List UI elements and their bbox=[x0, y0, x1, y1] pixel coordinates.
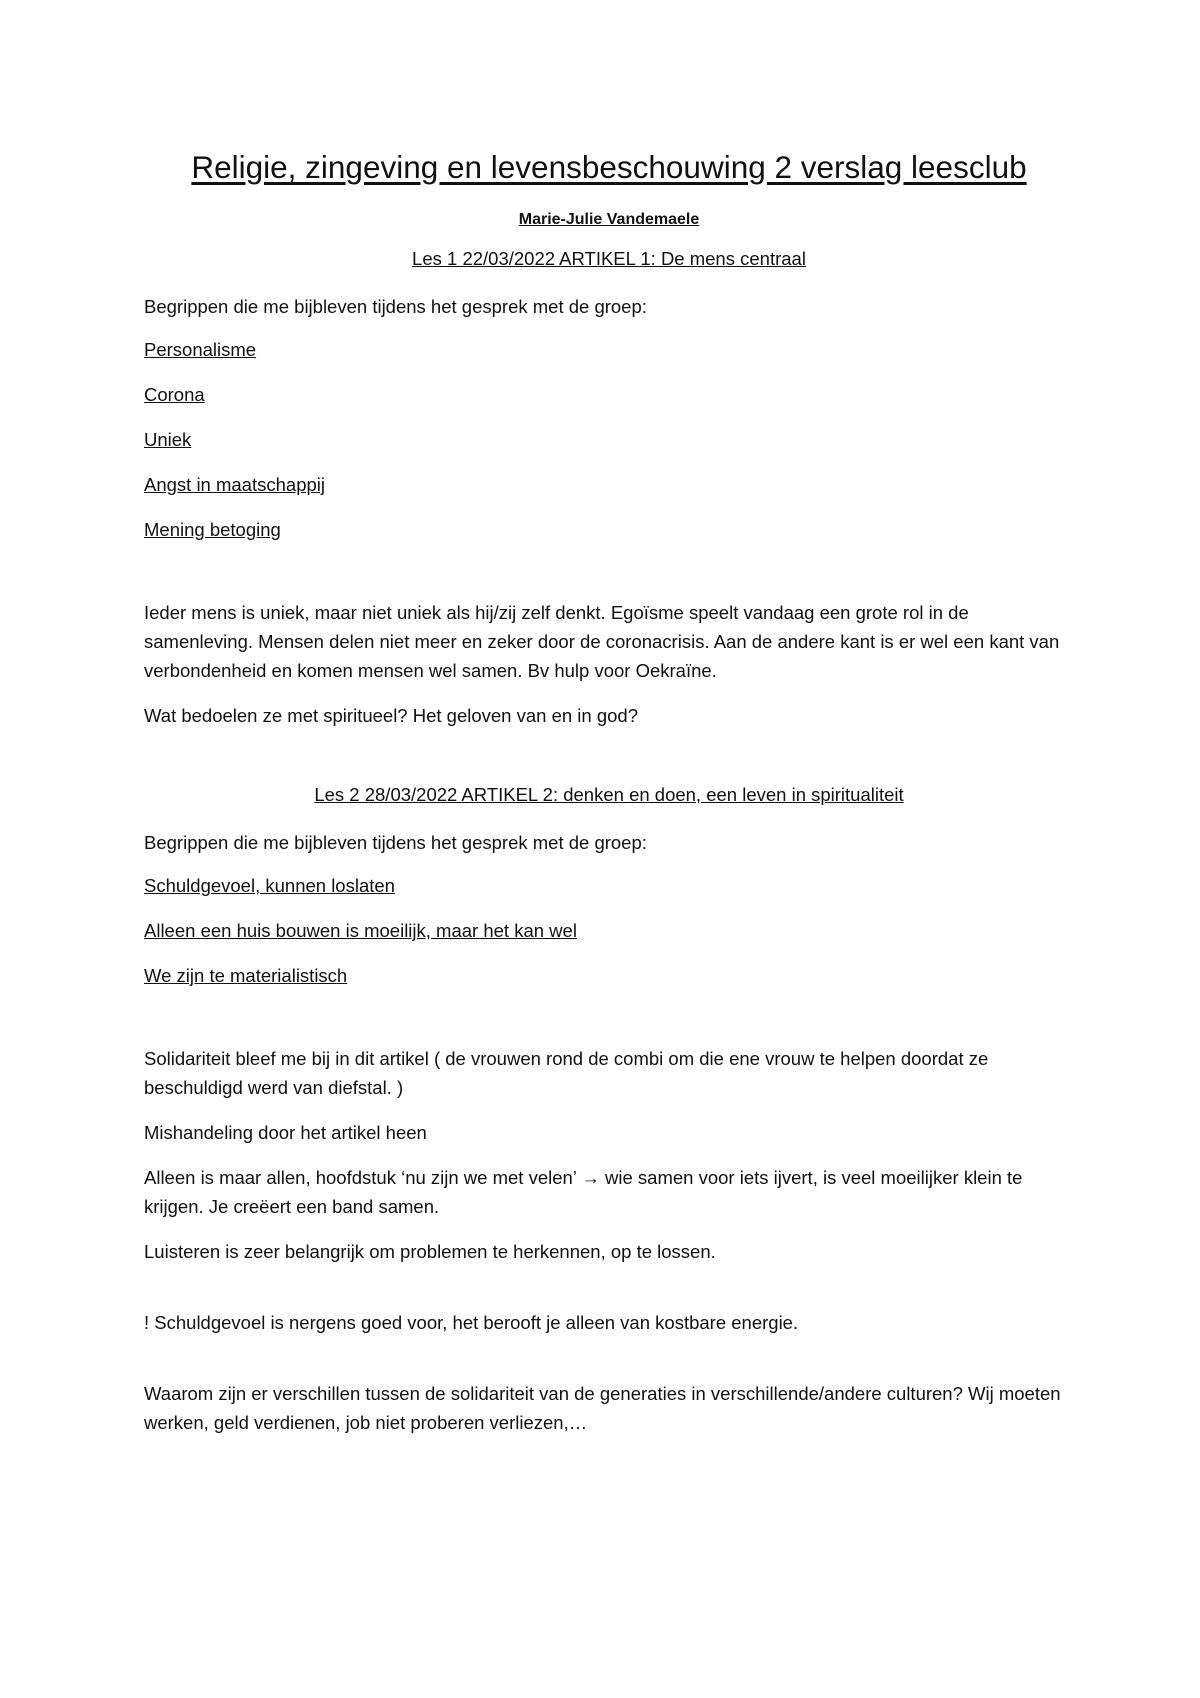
lesson-2-term: We zijn te materialistisch bbox=[144, 965, 348, 986]
lesson-1-paragraph: Ieder mens is uniek, maar niet uniek als hij/zij zelf denkt. Egoïsme speelt vandaag een grote rol in de samenleving. Mensen delen niet meer en zeker door de coronacrisis. Aan de andere kant is er wel een kant van verbondenheid en komen mensen wel samen. Bv hulp voor Oekraïne. bbox=[144, 602, 1060, 681]
lesson-2-term: Schuldgevoel, kunnen loslaten bbox=[144, 875, 395, 896]
lesson-2-paragraph bbox=[144, 1163, 1074, 1221]
lesson-2-paragraph: Luisteren is zeer belangrijk om problemen te herkennen, op te lossen. bbox=[144, 1241, 716, 1262]
lesson-2-heading: Les 2 28/03/2022 ARTIKEL 2: denken en doen, een leven in spiritualiteit bbox=[314, 784, 904, 805]
lesson-1-term: Personalisme bbox=[144, 339, 257, 360]
lesson-1-term: Mening betoging bbox=[144, 519, 281, 540]
lesson-1-paragraph: Wat bedoelen ze met spiritueel? Het geloven van en in god? bbox=[144, 705, 638, 726]
lesson-2-term: Alleen een huis bouwen is moeilijk, maar het kan wel bbox=[144, 920, 577, 941]
document-content bbox=[144, 148, 1074, 1453]
paragraph-text: Alleen is maar allen, hoofdstuk ‘nu zijn we met velen’ bbox=[144, 1167, 577, 1188]
lesson-2-paragraph: ! Schuldgevoel is nergens goed voor, het berooft je alleen van kostbare energie. bbox=[144, 1312, 799, 1333]
document-author: Marie-Julie Vandemaele bbox=[518, 211, 700, 228]
lesson-2-paragraph: Waarom zijn er verschillen tussen de solidariteit van de generaties in verschillende/andere culturen? Wij moeten werken, geld verdienen, job niet proberen verliezen,… bbox=[144, 1383, 1061, 1433]
lesson-2-paragraph: Mishandeling door het artikel heen bbox=[144, 1122, 427, 1143]
spacer bbox=[144, 562, 1074, 598]
lesson-2-paragraph: Solidariteit bleef me bij in dit artikel ( de vrouwen rond de combi om die ene vrouw te helpen doordat ze beschuldigd werd van diefstal. ) bbox=[144, 1048, 989, 1098]
lesson-1-term: Uniek bbox=[144, 429, 192, 450]
spacer bbox=[144, 746, 1074, 782]
arrow-right-icon: → bbox=[581, 1167, 600, 1188]
lesson-1-term: Angst in maatschappij bbox=[144, 474, 325, 495]
spacer bbox=[144, 1282, 1074, 1308]
lesson-2-intro: Begrippen die me bijbleven tijdens het gesprek met de groep: bbox=[144, 832, 647, 853]
lesson-1-intro: Begrippen die me bijbleven tijdens het gesprek met de groep: bbox=[144, 296, 647, 317]
spacer bbox=[144, 1353, 1074, 1379]
paragraph-text: wie samen voor iets ijvert, is veel moeilijker klein te krijgen. Je creëert een band samen. bbox=[144, 1167, 1023, 1217]
lesson-1-term: Corona bbox=[144, 384, 205, 405]
spacer bbox=[144, 1008, 1074, 1044]
lesson-1-heading: Les 1 22/03/2022 ARTIKEL 1: De mens centraal bbox=[412, 248, 806, 269]
document-title: Religie, zingeving en levensbeschouwing 2 verslag leesclub bbox=[191, 149, 1027, 185]
